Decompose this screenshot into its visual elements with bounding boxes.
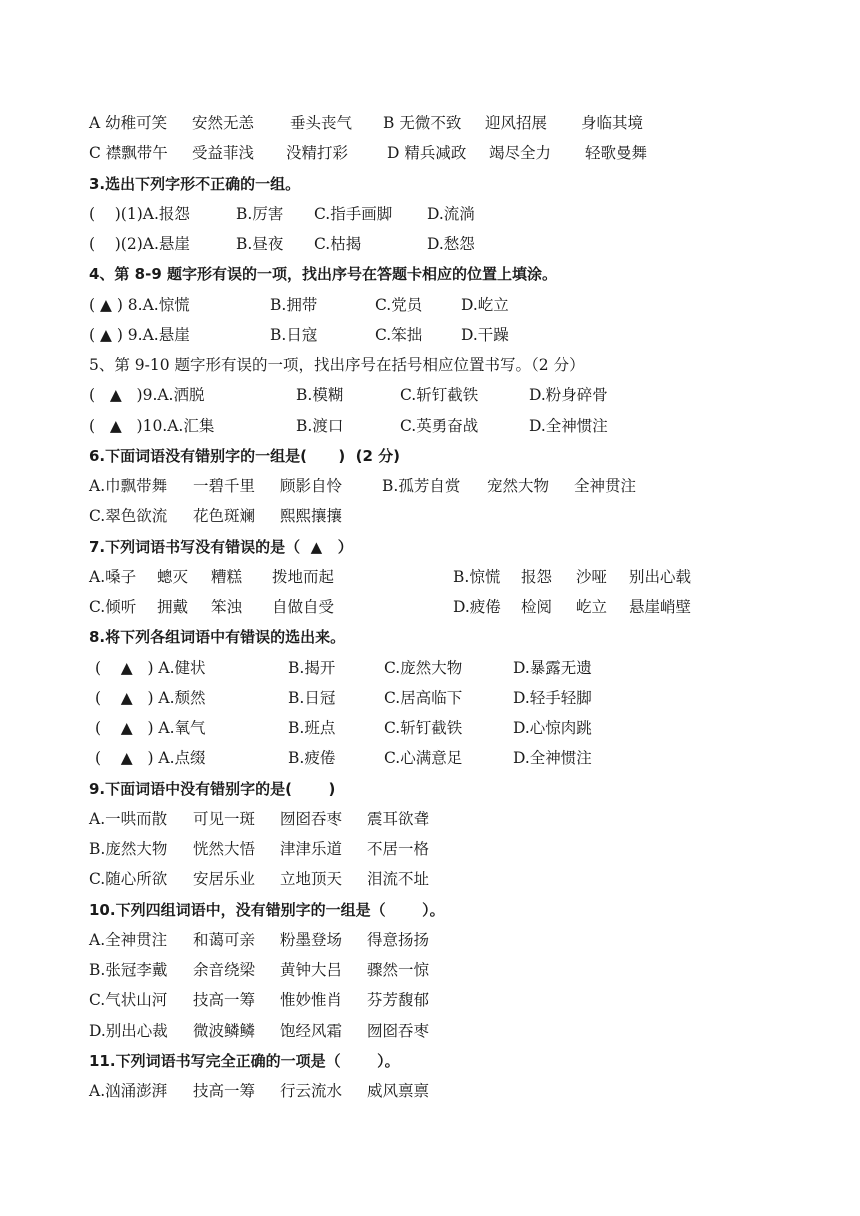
option-text: C.庞然大物 <box>384 658 463 677</box>
option-text: D.疲倦 <box>453 598 501 616</box>
option-text: 自做自受 <box>272 598 335 616</box>
question-heading <box>89 532 789 562</box>
option-text: B.昼夜 <box>236 235 284 253</box>
option-text: 竭尽全力 <box>489 144 552 163</box>
option-text: 恍然大悟 <box>193 840 256 858</box>
question-line <box>89 501 789 531</box>
option-text: ( ▲ )9.A.洒脱 <box>89 386 205 405</box>
option-text: 泪流不址 <box>367 870 430 889</box>
option-text: ( ▲ ) 9.A.悬崖 <box>89 325 190 344</box>
option-text: B.拥带 <box>270 295 318 314</box>
option-text: 没精打彩 <box>286 144 349 163</box>
question-heading <box>89 1046 789 1076</box>
option-text: B.厉害 <box>236 204 284 223</box>
question-line <box>89 1016 789 1046</box>
option-text: B.班点 <box>288 719 336 737</box>
option-text: B.渡口 <box>296 416 344 435</box>
option-text: 立地顶天 <box>280 870 343 889</box>
option-text: B.庞然大物 <box>89 840 168 858</box>
option-text: D.全神惯注 <box>529 416 608 435</box>
option-text: 花色斑斓 <box>193 507 256 526</box>
option-text: D.愁怨 <box>427 235 475 253</box>
option-text: 囫囵吞枣 <box>280 809 343 828</box>
option-text: ( )(1)A.报怨 <box>89 204 190 223</box>
option-text: 威风禀禀 <box>367 1082 430 1100</box>
option-text: A 幼稚可笑 <box>89 114 168 132</box>
question-line <box>89 743 789 773</box>
option-text: 不居一格 <box>367 840 430 858</box>
question-heading <box>89 774 789 804</box>
option-text: B.疲倦 <box>288 749 336 768</box>
option-text: A.一哄而散 <box>89 809 168 828</box>
option-text: B 无微不致 <box>383 114 462 132</box>
option-text: 安居乐业 <box>193 870 256 889</box>
option-text: A.全神贯注 <box>89 930 168 949</box>
option-text: ( ▲ ) A.氧气 <box>95 719 206 737</box>
option-text: C.心满意足 <box>384 749 463 768</box>
option-text: ( ▲ ) A.点缀 <box>95 749 206 768</box>
heading-text: 10.下列四组词语中，没有错别字的一组是（ ）。 <box>89 900 445 919</box>
option-text: B.模糊 <box>296 386 344 405</box>
question-line <box>89 1076 789 1106</box>
heading-text: 3.选出下列字形不正确的一组。 <box>89 174 301 193</box>
option-text: 宠然大物 <box>487 477 550 495</box>
question-line <box>89 290 789 320</box>
option-text: B.揭开 <box>288 658 336 677</box>
option-text: ( ▲ ) A.颓然 <box>95 688 206 707</box>
option-text: D.心惊肉跳 <box>513 719 592 737</box>
option-text: 5、第 9-10 题字形有误的一项，找出序号在括号相应位置书写。（2 分） <box>89 356 585 374</box>
option-text: 熙熙攘攘 <box>280 507 343 526</box>
option-text: D.粉身碎骨 <box>529 386 608 405</box>
option-text: C.笨拙 <box>375 325 423 344</box>
option-text: 迎风招展 <box>485 114 548 132</box>
question-line <box>89 653 789 683</box>
question-line <box>89 138 789 168</box>
question-line <box>89 199 789 229</box>
option-text: ( ▲ ) 8.A.惊慌 <box>89 295 190 314</box>
question-line <box>89 804 789 834</box>
option-text: 顾影自怜 <box>280 477 343 495</box>
option-text: B.孤芳自赏 <box>382 477 461 495</box>
heading-text: 11.下列词语书写完全正确的一项是（ ）。 <box>89 1051 400 1070</box>
option-text: 可见一斑 <box>193 809 256 828</box>
option-text: A.汹涌澎湃 <box>89 1082 168 1100</box>
option-text: 一碧千里 <box>193 477 256 495</box>
option-text: C 襟飘带午 <box>89 144 168 163</box>
option-text: 身临其境 <box>581 114 644 132</box>
question-line <box>89 562 789 592</box>
option-text: C.随心所欲 <box>89 870 168 889</box>
option-text: 技高一筹 <box>193 991 256 1010</box>
option-text: 轻歌曼舞 <box>585 144 648 163</box>
heading-text: 9.下面词语中没有错别字的是( ) <box>89 779 336 798</box>
question-heading <box>89 895 789 925</box>
question-line <box>89 229 789 259</box>
option-text: C.枯揭 <box>314 235 362 253</box>
option-text: C.党员 <box>375 295 423 314</box>
option-text: C.指手画脚 <box>314 204 393 223</box>
question-line <box>89 985 789 1015</box>
option-text: C.居高临下 <box>384 688 463 707</box>
question-line <box>89 925 789 955</box>
option-text: 微波鳞鳞 <box>193 1021 256 1040</box>
question-heading <box>89 169 789 199</box>
option-text: 骤然一惊 <box>367 961 430 979</box>
option-text: 拥戴 <box>157 598 189 616</box>
option-text: ( ▲ )10.A.汇集 <box>89 416 215 435</box>
option-text: 笨浊 <box>211 598 243 616</box>
option-text: D.屹立 <box>461 295 509 314</box>
option-text: ( )(2)A.悬崖 <box>89 235 190 253</box>
option-text: D.流淌 <box>427 204 475 223</box>
option-text: 震耳欲聋 <box>367 809 430 828</box>
option-text: 蟌灭 <box>157 567 189 586</box>
question-line <box>89 834 789 864</box>
option-text: D 精兵减政 <box>387 144 467 163</box>
option-text: 和蔼可亲 <box>193 930 256 949</box>
option-text: 津津乐道 <box>280 840 343 858</box>
question-line <box>89 380 789 410</box>
option-text: A.巾飘带舞 <box>89 477 168 495</box>
option-text: 检阅 <box>521 598 553 616</box>
option-text: 垂头丧气 <box>290 114 353 132</box>
option-text: 行云流水 <box>280 1082 343 1100</box>
option-text: 拨地而起 <box>272 567 335 586</box>
option-text: 受益菲浅 <box>192 144 255 163</box>
option-text: B.日寇 <box>270 325 318 344</box>
heading-text: 6.下面词语没有错别字的一组是( ) (2 分) <box>89 446 400 465</box>
option-text: D.干躁 <box>461 325 509 344</box>
option-text: 悬崖峭壁 <box>629 598 692 616</box>
question-line <box>89 713 789 743</box>
option-text: D.别出心裁 <box>89 1021 168 1040</box>
option-text: B.张冠李戴 <box>89 961 168 979</box>
option-text: C.英勇奋战 <box>400 416 479 435</box>
option-text: 芬芳馥郁 <box>367 991 430 1010</box>
option-text: 糟糕 <box>211 567 243 586</box>
option-text: 屹立 <box>576 598 608 616</box>
heading-text: 7.下列词语书写没有错误的是（ ▲ ） <box>89 537 353 556</box>
heading-text: 4、第 8-9 题字形有误的一项，找出序号在答题卡相应的位置上填涂。 <box>89 265 557 284</box>
option-text: 得意扬扬 <box>367 930 430 949</box>
option-text: 技高一筹 <box>193 1082 256 1100</box>
question-line <box>89 471 789 501</box>
option-text: 囫囵吞枣 <box>367 1021 430 1040</box>
question-line <box>89 350 789 380</box>
question-line <box>89 683 789 713</box>
option-text: 惟妙惟肖 <box>280 991 343 1010</box>
question-line <box>89 592 789 622</box>
option-text: 黄钟大吕 <box>280 961 343 979</box>
option-text: B.日冠 <box>288 688 336 707</box>
option-text: A.嗓子 <box>89 567 137 586</box>
question-heading <box>89 441 789 471</box>
question-line <box>89 864 789 894</box>
option-text: 余音绕梁 <box>193 961 256 979</box>
option-text: C.倾听 <box>89 598 137 616</box>
option-text: C.气状山河 <box>89 991 168 1010</box>
option-text: 粉墨登场 <box>280 930 343 949</box>
question-line <box>89 955 789 985</box>
question-line <box>89 108 789 138</box>
option-text: C.斩钉截铁 <box>400 386 479 405</box>
question-line <box>89 411 789 441</box>
heading-text: 8.将下列各组词语中有错误的选出来。 <box>89 628 346 647</box>
option-text: ( ▲ ) A.健状 <box>95 658 206 677</box>
option-text: D.全神惯注 <box>513 749 592 768</box>
option-text: 全神贯注 <box>574 477 637 495</box>
question-line <box>89 320 789 350</box>
option-text: D.轻手轻脚 <box>513 688 592 707</box>
option-text: C.斩钉截铁 <box>384 719 463 737</box>
option-text: B.惊慌 <box>453 567 501 586</box>
option-text: 安然无恙 <box>192 114 255 132</box>
question-heading <box>89 259 789 289</box>
option-text: 沙哑 <box>576 567 608 586</box>
option-text: D.暴露无遗 <box>513 658 592 677</box>
option-text: C.翠色欲流 <box>89 507 168 526</box>
question-heading <box>89 622 789 652</box>
option-text: 饱经风霜 <box>280 1021 343 1040</box>
option-text: 别出心载 <box>629 567 692 586</box>
option-text: 报怨 <box>521 567 553 586</box>
